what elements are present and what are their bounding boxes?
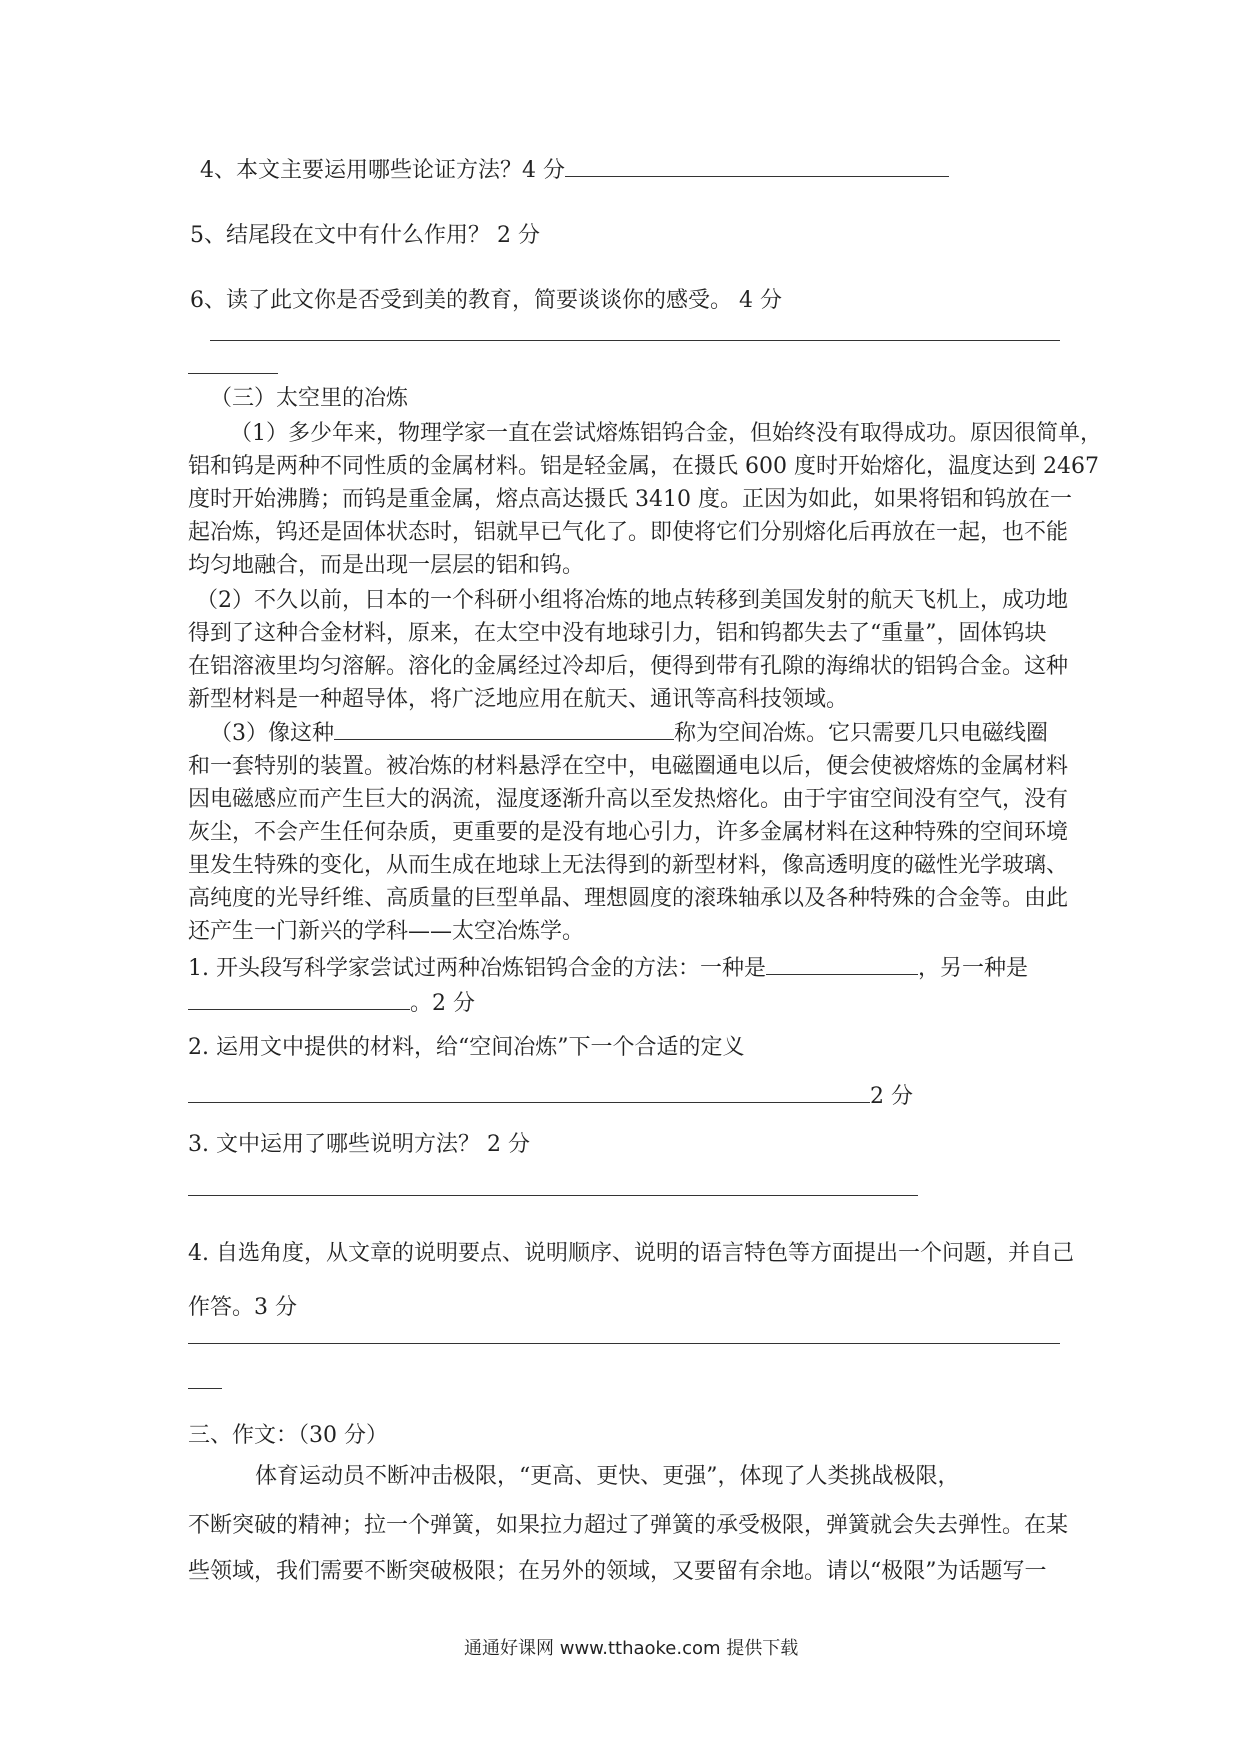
- paragraph-line: 还产生一门新兴的学科——太空冶炼学。: [188, 919, 585, 944]
- paragraph-line: 灰尘，不会产生任何杂质，更重要的是没有地心引力，许多金属材料在这种特殊的空间环境: [188, 820, 1069, 845]
- paragraph-line: 起冶炼，钨还是固体状态时，铝就早已气化了。即使将它们分别熔化后再放在一起，也不能: [188, 520, 1069, 545]
- paragraph-line: 得到了这种合金材料，原来，在太空中没有地球引力，铝和钨都失去了“重量”，固体钨块: [188, 621, 1047, 646]
- paragraph-line: 铝和钨是两种不同性质的金属材料。铝是轻金属，在摄氏 600 度时开始熔化，温度达到 2467: [188, 454, 1099, 479]
- paragraph-line: 在铝溶液里均匀溶解。溶化的金属经过冷却后，便得到带有孔隙的海绵状的铝钨合金。这种: [188, 654, 1069, 679]
- question-4: 4、本文主要运用哪些论证方法？4 分: [200, 160, 949, 182]
- sub-question-2: 2. 运用文中提供的材料，给“空间冶炼”下一个合适的定义: [188, 1035, 745, 1060]
- paragraph-line: 均匀地融合，而是出现一层层的铝和钨。: [188, 553, 585, 578]
- paragraph-line: （2）不久以前，日本的一个科研小组将冶炼的地点转移到美国发射的航天飞机上，成功地: [196, 588, 1069, 613]
- answer-line: [210, 340, 1060, 341]
- paragraph-line: 因电磁感应而产生巨大的涡流，湿度逐渐升高以至发热熔化。由于宇宙空间没有空气，没有: [188, 787, 1069, 812]
- sub-question-2-answer: 2 分: [188, 1086, 913, 1108]
- section-title: （三）太空里的冶炼: [210, 386, 409, 411]
- essay-line: 体育运动员不断冲击极限，“更高、更快、更强”，体现了人类挑战极限，: [255, 1464, 960, 1489]
- answer-line: [188, 373, 278, 374]
- fill-blank: [334, 738, 674, 740]
- paragraph-line: 和一套特别的装置。被冶炼的材料悬浮在空中，电磁圈通电以后，便会使被熔炼的金属材料: [188, 754, 1069, 779]
- answer-blank: [188, 1101, 870, 1103]
- paragraph-line: （1）多少年来，物理学家一直在尝试熔炼铝钨合金，但始终没有取得成功。原因很简单，: [230, 421, 1103, 446]
- paragraph-line-with-blank: （3）像这种 称为空间冶炼。它只需要几只电磁线圈: [210, 721, 1049, 746]
- essay-title: 三、作文：（30 分）: [188, 1423, 388, 1448]
- answer-line: [188, 1388, 222, 1389]
- sub-question-4-cont: 作答。3 分: [188, 1295, 297, 1320]
- fill-blank: [766, 973, 918, 975]
- paragraph-line: 高纯度的光导纤维、高质量的巨型单晶、理想圆度的滚珠轴承以及各种特殊的合金等。由此: [188, 886, 1069, 911]
- question-5: 5、结尾段在文中有什么作用？ 2 分: [190, 223, 540, 248]
- answer-blank: [565, 175, 949, 177]
- paragraph-line: 新型材料是一种超导体，将广泛地应用在航天、通讯等高科技领域。: [188, 687, 849, 712]
- paragraph-line: 里发生特殊的变化，从而生成在地球上无法得到的新型材料，像高透明度的磁性光学玻璃、: [188, 853, 1069, 878]
- question-6: 6、读了此文你是否受到美的教育，简要谈谈你的感受。 4 分: [190, 288, 782, 313]
- essay-line: 不断突破的精神；拉一个弹簧，如果拉力超过了弹簧的承受极限，弹簧就会失去弹性。在某: [188, 1513, 1069, 1538]
- paragraph-line: 度时开始沸腾；而钨是重金属，熔点高达摄氏 3410 度。正因为如此，如果将铝和钨放在一: [188, 487, 1072, 512]
- answer-line: [188, 1343, 1060, 1344]
- essay-line: 些领域，我们需要不断突破极限；在另外的领域，又要留有余地。请以“极限”为话题写一: [188, 1559, 1047, 1584]
- answer-line: [188, 1195, 918, 1196]
- sub-question-3: 3. 文中运用了哪些说明方法？ 2 分: [188, 1132, 530, 1157]
- sub-question-1: 1. 开头段写科学家尝试过两种冶炼铝钨合金的方法：一种是 ，另一种是: [188, 956, 1029, 981]
- sub-question-1-cont: 。2 分: [188, 993, 475, 1015]
- sub-question-4: 4. 自选角度，从文章的说明要点、说明顺序、说明的语言特色等方面提出一个问题，并自己: [188, 1241, 1074, 1266]
- fill-blank: [188, 1008, 410, 1010]
- page-footer: 通通好课网 www.tthaoke.com 提供下载: [464, 1638, 799, 1659]
